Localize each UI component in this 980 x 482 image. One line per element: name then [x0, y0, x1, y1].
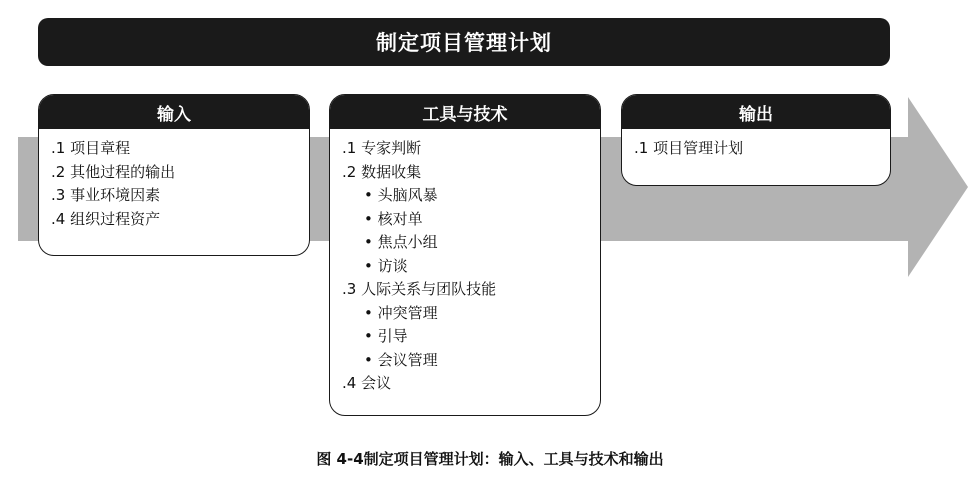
outputs-header: 输出 — [622, 95, 890, 129]
sub-list-item: • 头脑风暴 — [342, 184, 600, 208]
sub-list-item: • 核对单 — [342, 208, 600, 232]
sub-list-item: • 焦点小组 — [342, 231, 600, 255]
list-item: .3 人际关系与团队技能 — [342, 280, 497, 298]
list-item: .4 组织过程资产 — [51, 209, 161, 228]
list-item: .1 项目管理计划 — [634, 139, 744, 157]
figure-caption: 图 4-4制定项目管理计划：输入、工具与技术和输出 — [316, 450, 664, 468]
inputs-list — [39, 129, 309, 231]
inputs-header: 输入 — [39, 95, 309, 129]
tools-header: 工具与技术 — [330, 95, 600, 129]
list-item: .1 专家判断 — [342, 139, 422, 157]
sub-list-item: • 冲突管理 — [342, 302, 600, 326]
outputs-card — [621, 94, 891, 186]
tools-list — [330, 129, 600, 396]
list-item: .1 项目章程 — [51, 139, 131, 157]
list-item: .2 其他过程的输出 — [51, 162, 176, 181]
tools-card — [329, 94, 601, 416]
sub-list-item: • 引导 — [342, 325, 600, 349]
list-item: .4 会议 — [342, 374, 392, 392]
outputs-list — [622, 129, 890, 161]
process-title-banner — [38, 18, 890, 66]
sub-list-item: • 访谈 — [342, 255, 600, 279]
sub-list-item: • 会议管理 — [342, 349, 600, 373]
list-item: .3 事业环境因素 — [51, 186, 161, 204]
process-title: 制定项目管理计划 — [376, 31, 552, 55]
inputs-card — [38, 94, 310, 256]
list-item: .2 数据收集 — [342, 162, 422, 181]
